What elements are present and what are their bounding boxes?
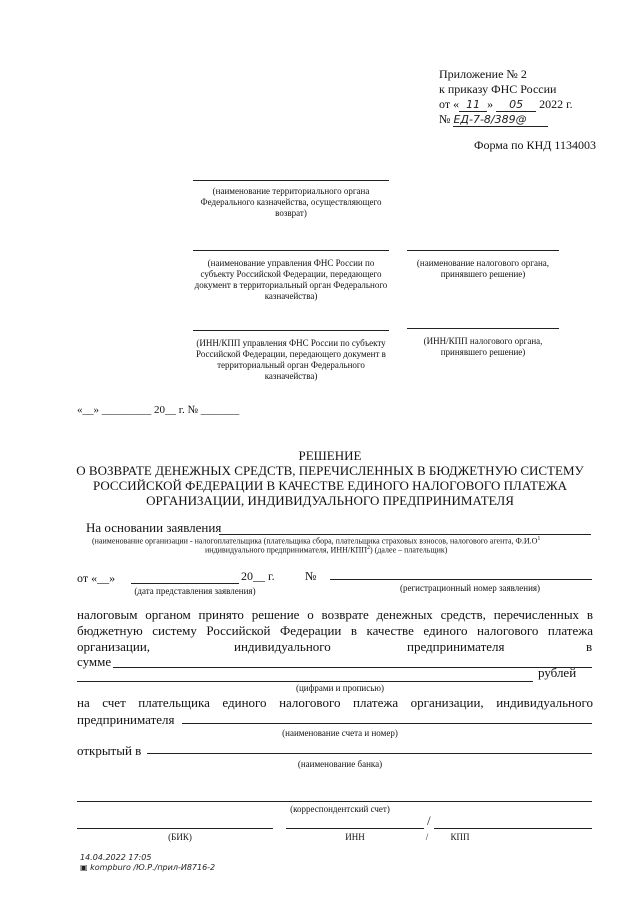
account-caption: (наименование счета и номер) (282, 728, 398, 738)
inn-line (286, 828, 424, 829)
reg-number-caption: (регистрационный номер заявления) (399, 583, 541, 593)
basis-label: На основании заявления (86, 520, 222, 535)
kpp-caption: КПП (450, 832, 470, 842)
title-line1: РЕШЕНИЕ (298, 448, 362, 463)
footer-path (80, 863, 215, 872)
opened-in-label: открытый в (77, 743, 142, 758)
title-line4: ОРГАНИЗАЦИИ, ИНДИВИДУАЛЬНОГО ПРЕДПРИНИМАТЕЛЯ (146, 493, 514, 508)
decision-word-individual: индивидуального (234, 639, 331, 654)
bik-line (77, 828, 273, 829)
date-day: 11 (459, 98, 487, 112)
basis-caption1-text: (наименование организации - налогоплательщика (плательщика сбора, плательщика страховых взносов, налогового агента, Ф.И.О (92, 536, 538, 546)
treasury-line (193, 180, 389, 181)
decision-word-entrepreneur: предпринимателя (407, 639, 505, 654)
doc-file-icon: ▣ (80, 863, 88, 872)
inn-kpp-caption-slash: / (425, 832, 429, 842)
tax-organ-line (407, 250, 559, 251)
tax-organ-caption: (наименование налогового органа, принявшего решение) (416, 258, 550, 279)
ufns-caption: (наименование управления ФНС России по субъекту Российской Федерации, передающего документ в территориальный орган Федерального казначейства) (194, 258, 388, 301)
sum-line2 (77, 681, 533, 682)
sum-line1 (113, 667, 592, 668)
decision-word-organization: организации, (77, 639, 151, 654)
number-prefix: № (439, 112, 451, 126)
ufns-inn-caption: (ИНН/КПП управления ФНС России по субъекту Российской Федерации, передающего документ в территориальный орган Федерального казначейства) (196, 338, 386, 381)
basis-caption2-sup: 2 (367, 545, 370, 551)
appendix-label: Приложение № 2 (439, 67, 527, 81)
order-number (439, 112, 548, 127)
footer-path-text: kompburo /Ю.Р./прил-И8716-2 (90, 863, 216, 872)
reg-number-label: № (305, 569, 317, 583)
bik-caption: (БИК) (168, 832, 192, 842)
tax-organ-inn-line (407, 328, 559, 329)
decision-line2: бюджетную системy Российской Федерации в качестве единого налогового платежа (77, 623, 593, 638)
document-date-number: «__» _________ 20__ г. № _______ (77, 404, 240, 416)
basis-caption2-text: индивидуального предпринимателя, ИНН/КПП (205, 545, 367, 555)
account-number-line (182, 723, 592, 724)
decision-line3 (77, 639, 593, 655)
title-line3: РОССИЙСКОЙ ФЕДЕРАЦИИ В КАЧЕСТВЕ ЕДИНОГО НАЛОГОВОГО ПЛАТЕЖА (93, 478, 567, 493)
ufns-inn-line (193, 330, 389, 331)
entrepreneur-label: предпринимателя (77, 712, 175, 727)
title-line2: О ВОЗВРАТЕ ДЕНЕЖНЫХ СРЕДСТВ, ПЕРЕЧИСЛЕННЫХ В БЮДЖЕТНУЮ СИСТЕМУ (76, 463, 584, 478)
inn-caption: ИНН (345, 832, 365, 842)
treasury-caption: (наименование территориального органа Федерального казначейства, осуществляющего возврат) (200, 186, 382, 218)
corr-account-line (77, 801, 592, 802)
app-date-line (131, 583, 239, 584)
number-value: ЕД-7-8/389@ (453, 113, 548, 127)
ufns-line (193, 250, 389, 251)
sum-label: сумме (77, 654, 112, 669)
order-date (439, 97, 573, 112)
order-label: к приказу ФНС России (439, 82, 557, 96)
account-line: на счет плательщика единого налогового платежа организации, индивидуального (77, 695, 593, 710)
app-date-caption: (дата представления заявления) (134, 586, 256, 596)
corr-account-caption: (корреспондентский счет) (290, 804, 390, 814)
date-mid: » (487, 97, 494, 111)
basis-caption2 (205, 545, 447, 555)
bank-caption: (наименование банка) (297, 759, 383, 769)
basis-line (219, 534, 591, 535)
basis-caption1-sup: 1 (537, 536, 541, 542)
rubles-label: рублей (538, 665, 577, 680)
bank-line (147, 753, 592, 754)
from-label: от «__» (77, 571, 116, 585)
basis-caption2-end: ) (далее – плательщик) (370, 545, 448, 555)
date-month: 05 (496, 98, 536, 112)
year-label: 20__ г. (241, 569, 275, 583)
decision-line1: налоговым органом принято решение о возврате денежных средств, перечисленных в (77, 607, 593, 622)
kpp-line (434, 828, 592, 829)
footer-timestamp: 14.04.2022 17:05 (80, 853, 152, 862)
date-year: 2022 г. (539, 97, 573, 111)
tax-organ-inn-caption: (ИНН/КПП налогового органа, принявшего решение) (423, 336, 543, 357)
sum-caption: (цифрами и прописью) (295, 683, 385, 693)
form-code: Форма по КНД 1134003 (474, 138, 596, 152)
decision-word-in: в (586, 639, 593, 654)
inn-kpp-slash: / (427, 813, 431, 828)
reg-number-line (330, 579, 592, 580)
date-prefix: от « (439, 97, 460, 111)
